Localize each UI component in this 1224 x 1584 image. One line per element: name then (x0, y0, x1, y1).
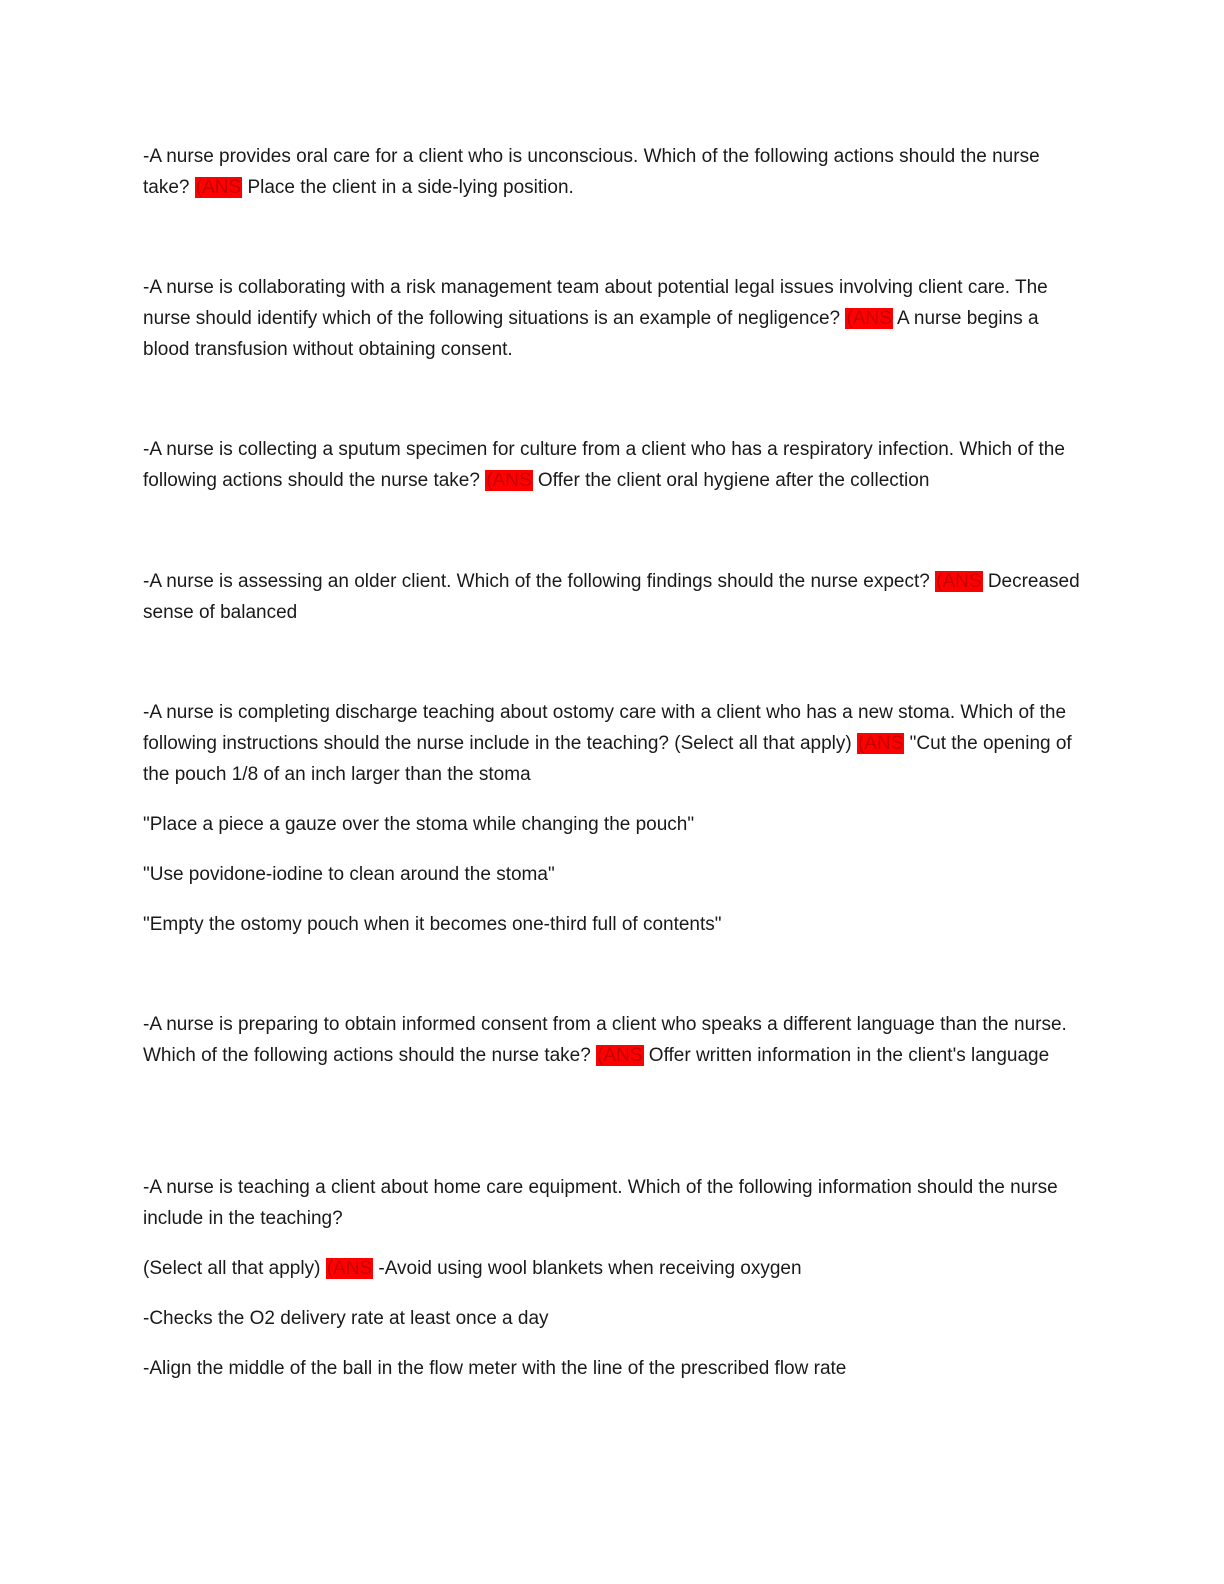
question-6-text: -A nurse is preparing to obtain informed consent from a client who speaks a different language than the nurse. Which of the following actions should the nurse take? (143, 1014, 1067, 1066)
answer-marker: (ANS (195, 177, 242, 198)
question-5-option: "Empty the ostomy pouch when it becomes one-third full of contents" (143, 914, 722, 935)
question-2 (143, 272, 1083, 365)
question-7-text: -A nurse is teaching a client about home care equipment. Which of the following information should the nurse include in the teaching? (143, 1177, 1058, 1229)
question-5-text: -A nurse is completing discharge teaching about ostomy care with a client who has a new stoma. Which of the following instructions should the nurse include in the teaching? (Select all that apply) (143, 702, 1067, 754)
answer-marker: (ANS (326, 1258, 373, 1279)
question-6-answer: Offer written information in the client's language (648, 1045, 1050, 1066)
question-4 (143, 566, 1083, 628)
question-7-prefix: (Select all that apply) (143, 1258, 321, 1279)
question-7-option: -Align the middle of the ball in the flow meter with the line of the prescribed flow rate (143, 1358, 847, 1379)
question-1 (143, 141, 1083, 203)
question-2-answer: A nurse begins a blood transfusion without obtaining consent. (143, 308, 1039, 360)
question-3-answer: Offer the client oral hygiene after the collection (537, 470, 930, 491)
question-7-option: -Checks the O2 delivery rate at least once a day (143, 1308, 549, 1329)
question-7-answer-line (143, 1253, 1083, 1284)
question-1-answer: Place the client in a side-lying position. (247, 177, 574, 198)
question-3-text: -A nurse is collecting a sputum specimen for culture from a client who has a respiratory infection. Which of the following actions should the nurse take? (143, 439, 1065, 491)
question-5-option: "Place a piece a gauze over the stoma while changing the pouch" (143, 814, 695, 835)
question-3 (143, 434, 1083, 496)
question-4-text: -A nurse is assessing an older client. Which of the following findings should the nurse expect? (143, 571, 930, 592)
question-1-text: -A nurse provides oral care for a client who is unconscious. Which of the following actions should the nurse take? (143, 146, 1040, 198)
answer-marker: (ANS (486, 470, 532, 491)
answer-marker: (ANS (936, 571, 982, 592)
question-5-answer: "Cut the opening of the pouch 1/8 of an inch larger than the stoma (143, 733, 1072, 785)
answer-marker: (ANS (597, 1045, 643, 1066)
question-6 (143, 1009, 1083, 1071)
question-5 (143, 697, 1083, 790)
question-7 (143, 1172, 1083, 1234)
question-7-answer: -Avoid using wool blankets when receiving oxygen (378, 1258, 802, 1279)
question-5-option: "Use povidone-iodine to clean around the stoma" (143, 864, 555, 885)
question-2-text: -A nurse is collaborating with a risk management team about potential legal issues involving client care. The nurse should identify which of the following situations is an example of negligence? (143, 277, 1048, 329)
answer-marker: (ANS (857, 733, 904, 754)
answer-marker: (ANS (846, 308, 892, 329)
question-4-answer: Decreased sense of balanced (143, 571, 1080, 623)
